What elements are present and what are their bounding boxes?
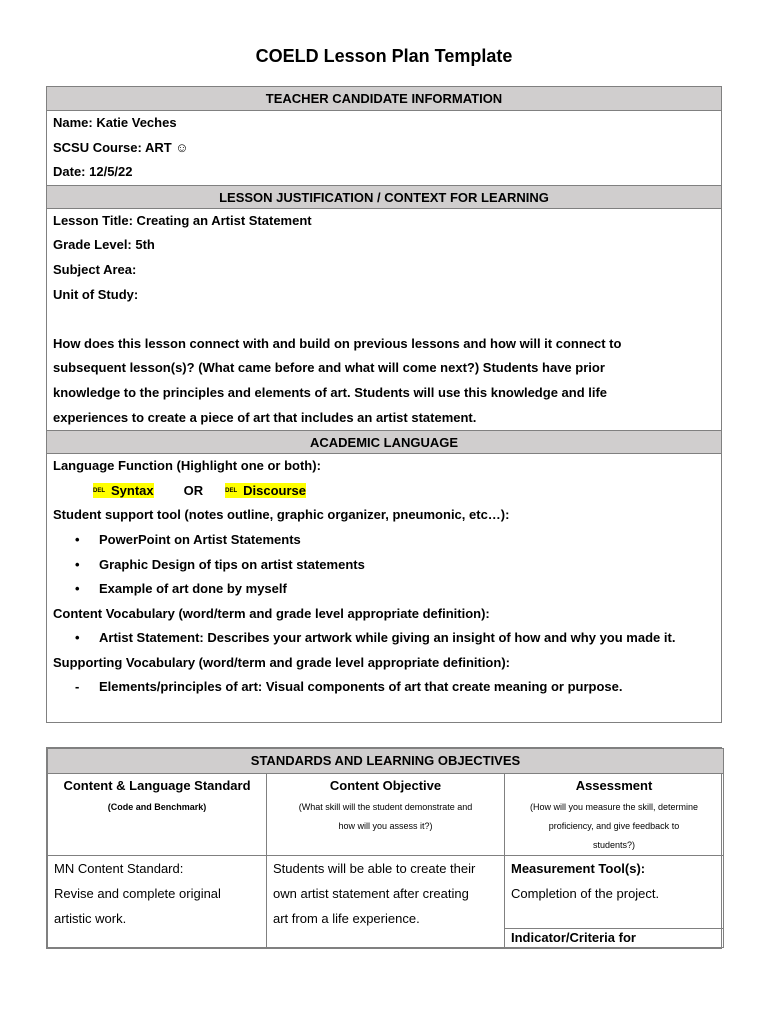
spacer	[53, 307, 715, 332]
column-header	[48, 774, 267, 856]
list-item	[53, 553, 715, 578]
indicator-label: Indicator/Criteria for	[511, 930, 636, 945]
discourse-option	[225, 483, 306, 498]
discourse-label: Discourse	[243, 482, 307, 498]
connection-line: subsequent lesson(s)? (What came before and what will come next?) Students have prior	[53, 360, 605, 376]
column-header	[267, 774, 505, 856]
justification-section	[47, 209, 721, 430]
indicator-cell	[505, 929, 724, 948]
objective-cell	[267, 856, 505, 948]
course: SCSU Course: ART ☺	[53, 139, 189, 155]
col3-subtitle: students?)	[592, 840, 636, 850]
column-header-row	[48, 774, 724, 856]
connection-line: knowledge to the principles and elements of art. Students will use this knowledge and life	[53, 384, 608, 400]
bullet: •	[75, 531, 80, 547]
standards-table-box	[46, 747, 722, 949]
or-label: OR	[183, 482, 204, 498]
assessment-cell	[505, 856, 724, 929]
standard-line: MN Content Standard:	[54, 861, 184, 876]
measurement-value: Completion of the project.	[511, 886, 660, 901]
list-item	[53, 675, 715, 700]
del-mark: DEL	[93, 487, 105, 494]
col3-subtitle: proficiency, and give feedback to	[548, 821, 680, 831]
list-item	[53, 528, 715, 553]
bullet: •	[75, 581, 80, 597]
col2-subtitle: how will you assess it?)	[338, 821, 433, 831]
connection-line: experiences to create a piece of art that includes an artist statement.	[53, 409, 477, 425]
support-tool-label: Student support tool (notes outline, graphic organizer, pneumonic, etc…):	[53, 507, 510, 523]
list-item	[53, 626, 715, 651]
list-item-text: Example of art done by myself	[99, 581, 287, 597]
unit-of-study: Unit of Study:	[53, 286, 139, 302]
supporting-vocab-label: Supporting Vocabulary (word/term and grade level appropriate definition):	[53, 654, 510, 670]
col2-subtitle: (What skill will the student demonstrate and	[298, 802, 473, 812]
subject-area: Subject Area:	[53, 261, 137, 277]
column-header	[505, 774, 724, 856]
bullet: •	[75, 556, 80, 572]
lesson-plan-box	[46, 86, 722, 723]
objective-line: Students will be able to create their	[273, 861, 476, 876]
academic-language-header: ACADEMIC LANGUAGE	[47, 430, 721, 454]
standards-header: STANDARDS AND LEARNING OBJECTIVES	[48, 749, 724, 774]
language-function-label: Language Function (Highlight one or both):	[53, 458, 321, 474]
col1-title: Content & Language Standard	[63, 778, 251, 793]
measurement-label: Measurement Tool(s):	[511, 861, 646, 876]
table-row	[48, 856, 724, 929]
del-mark: DEL	[225, 487, 238, 494]
dash: -	[75, 679, 80, 695]
col3-title: Assessment	[575, 778, 653, 793]
teacher-info-header: TEACHER CANDIDATE INFORMATION	[47, 87, 721, 111]
content-vocab-label: Content Vocabulary (word/term and grade level appropriate definition):	[53, 605, 490, 621]
standards-table	[47, 748, 724, 948]
justification-header: LESSON JUSTIFICATION / CONTEXT FOR LEARNING	[47, 185, 721, 209]
academic-language-section	[47, 454, 721, 700]
col1-subtitle: (Code and Benchmark)	[107, 802, 207, 812]
teacher-info-section	[47, 111, 721, 185]
list-item-text: Elements/principles of art: Visual components of art that create meaning or purpose.	[99, 679, 623, 695]
syntax-label: Syntax	[111, 482, 154, 498]
document-title: COELD Lesson Plan Template	[255, 46, 513, 66]
teacher-name: Name: Katie Veches	[53, 115, 177, 130]
lesson-title: Lesson Title: Creating an Artist Statement	[53, 212, 312, 228]
col3-subtitle: (How will you measure the skill, determine	[529, 802, 699, 812]
list-item	[53, 577, 715, 602]
standard-line: Revise and complete original	[54, 886, 221, 901]
standard-cell	[48, 856, 267, 948]
connection-line: How does this lesson connect with and build on previous lessons and how will it connect to	[53, 335, 622, 351]
objective-line: own artist statement after creating	[273, 886, 469, 901]
language-function-options	[53, 479, 715, 504]
list-item-text: Graphic Design of tips on artist statements	[99, 556, 365, 572]
list-item-text: PowerPoint on Artist Statements	[99, 531, 301, 547]
table-header-row	[48, 749, 724, 774]
bullet: •	[75, 630, 80, 646]
grade-level: Grade Level: 5th	[53, 237, 155, 253]
syntax-option	[93, 483, 154, 498]
list-item-text: Artist Statement: Describes your artwork while giving an insight of how and why you made it.	[99, 630, 676, 646]
objective-line: art from a life experience.	[273, 911, 420, 926]
standard-line: artistic work.	[54, 911, 127, 926]
date: Date: 12/5/22	[53, 164, 133, 180]
col2-title: Content Objective	[329, 778, 442, 793]
